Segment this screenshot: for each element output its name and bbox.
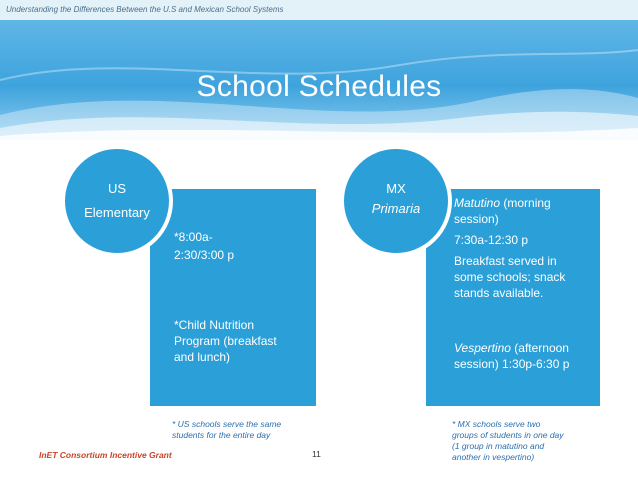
mx-matutino-word: Matutino xyxy=(454,196,501,210)
page-number: 11 xyxy=(312,449,321,459)
mx-breakfast-line1: Breakfast served in xyxy=(454,254,557,268)
mx-circle-line1: MX xyxy=(386,181,406,196)
us-elementary-circle xyxy=(61,145,173,257)
footer-grant: InET Consortium Incentive Grant xyxy=(39,450,172,460)
us-schedule-panel xyxy=(150,189,316,406)
us-nutrition-line3: and lunch) xyxy=(174,350,231,364)
mx-breakfast-line2: some schools; snack xyxy=(454,270,566,284)
mx-note-line2: groups of students in one day xyxy=(452,430,564,440)
mx-vespertino-rest: (afternoon xyxy=(510,341,569,355)
us-circle-line2: Elementary xyxy=(84,205,150,220)
mx-matutino-rest: (morning xyxy=(500,196,551,210)
us-circle-line1: US xyxy=(107,181,127,196)
mx-vespertino-line2: session) 1:30p-6:30 p xyxy=(454,357,570,371)
us-nutrition-line1: *Child Nutrition xyxy=(174,318,255,332)
us-note-line1: * US schools serve the same xyxy=(172,419,282,429)
us-note xyxy=(172,419,281,441)
us-hours-line1: *8:00a- xyxy=(174,230,213,244)
us-hours-line2: 2:30/3:00 p xyxy=(174,248,235,262)
mx-note xyxy=(452,419,564,463)
mx-note-line3: (1 group in matutino and xyxy=(452,441,545,451)
mx-vespertino-line1 xyxy=(454,340,569,356)
mx-breakfast-line3: stands available. xyxy=(454,286,544,300)
mx-schedule-panel xyxy=(426,189,600,406)
mx-circle-line2: Primaria xyxy=(371,201,421,216)
top-caption-bar xyxy=(0,0,638,20)
top-caption: Understanding the Differences Between the U.S and Mexican School Systems xyxy=(6,5,284,14)
mx-vespertino-word: Vespertino xyxy=(454,341,511,355)
header-band xyxy=(0,20,638,140)
page-title: School Schedules xyxy=(196,70,442,103)
mx-matutino-hours: 7:30a-12:30 p xyxy=(454,233,529,247)
mx-note-line4: another in vespertino) xyxy=(452,452,535,462)
us-note-line2: students for the entire day xyxy=(172,430,271,440)
mx-matutino-line2: session) xyxy=(454,212,499,226)
us-nutrition-line2: Program (breakfast xyxy=(174,334,277,348)
mx-matutino-line1 xyxy=(454,195,551,211)
mx-primaria-circle xyxy=(340,145,452,257)
mx-note-line1: * MX schools serve two xyxy=(452,419,541,429)
